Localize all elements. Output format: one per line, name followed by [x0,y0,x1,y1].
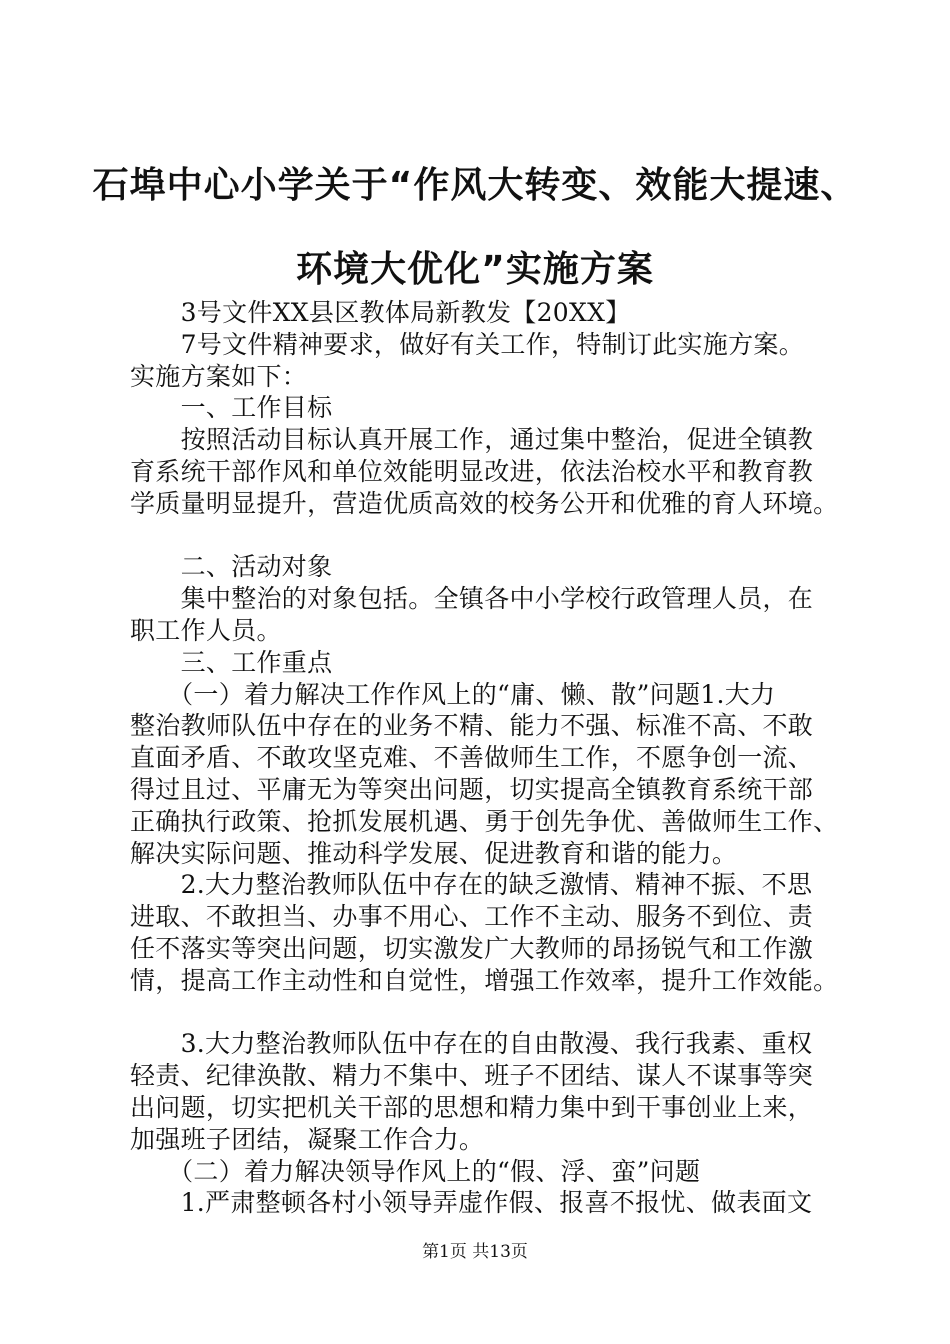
body-text-line: 一、工作目标 [130,393,333,423]
body-text-line: 正确执行政策、抢抓发展机遇、勇于创先争优、善做师生工作、 [130,806,839,836]
body-text-line: 集中整治的对象包括。全镇各中小学校行政管理人员，在 [130,584,814,614]
document-title-line-2: 环境大优化”实施方案 [296,249,654,290]
body-text-line: 3号文件XX县区教体局新教发【20XX】 [130,298,631,327]
body-text-line: 任不落实等突出问题，切实激发广大教师的昂扬锐气和工作激 [130,933,814,963]
body-text-line: 育系统干部作风和单位效能明显改进，依法治校水平和教育教 [130,456,814,486]
body-text-line: 情，提高工作主动性和自觉性，增强工作效率，提升工作效能。 [130,965,839,995]
document-title-line-1: 石埠中心小学关于“作风大转变、效能大提速、 [92,165,858,206]
body-text-line: 2.大力整治教师队伍中存在的缺乏激情、精神不振、不思 [130,870,813,900]
blank-line [130,520,850,552]
body-text-line: 出问题，切实把机关干部的思想和精力集中到干事创业上来， [130,1092,814,1122]
body-text-line: 加强班子团结，凝聚工作合力。 [130,1124,485,1154]
body-text-line: 得过且过、平庸无为等突出问题，切实提高全镇教育系统干部 [130,774,814,804]
blank-line [130,997,850,1029]
body-text-line: 职工作人员。 [130,615,282,645]
body-text-line: 二、活动对象 [130,552,333,582]
body-text-line: （二）着力解决领导作风上的“假、浮、蛮”问题 [130,1156,701,1186]
body-text-line: 7号文件精神要求，做好有关工作，特制订此实施方案。 [130,329,805,359]
body-text-line: 直面矛盾、不敢攻坚克难、不善做师生工作，不愿争创一流、 [130,743,814,773]
body-text-line: 解决实际问题、推动科学发展、促进教育和谐的能力。 [130,838,738,868]
body-text-line: 学质量明显提升，营造优质高效的校务公开和优雅的育人环境。 [130,488,839,518]
body-text-line: 1.严肃整顿各村小领导弄虚作假、报喜不报忧、做表面文 [130,1188,813,1218]
body-text-line: 进取、不敢担当、办事不用心、工作不主动、服务不到位、责 [130,902,814,932]
body-text-line: 整治教师队伍中存在的业务不精、能力不强、标准不高、不敢 [130,711,814,741]
body-text-line: （一）着力解决工作作风上的“庸、懒、散”问题1.大力 [130,679,776,709]
body-text-line: 按照活动目标认真开展工作，通过集中整治，促进全镇教 [130,425,814,455]
body-text-line: 3.大力整治教师队伍中存在的自由散漫、我行我素、重权 [130,1029,813,1059]
body-text-line: 轻责、纪律涣散、精力不集中、班子不团结、谋人不谋事等突 [130,1061,814,1091]
body-text-line: 三、工作重点 [130,647,333,677]
page-footer: 第1页 共13页 [422,1242,528,1262]
body-text-line: 实施方案如下： [130,361,308,391]
document-body [130,297,850,1219]
